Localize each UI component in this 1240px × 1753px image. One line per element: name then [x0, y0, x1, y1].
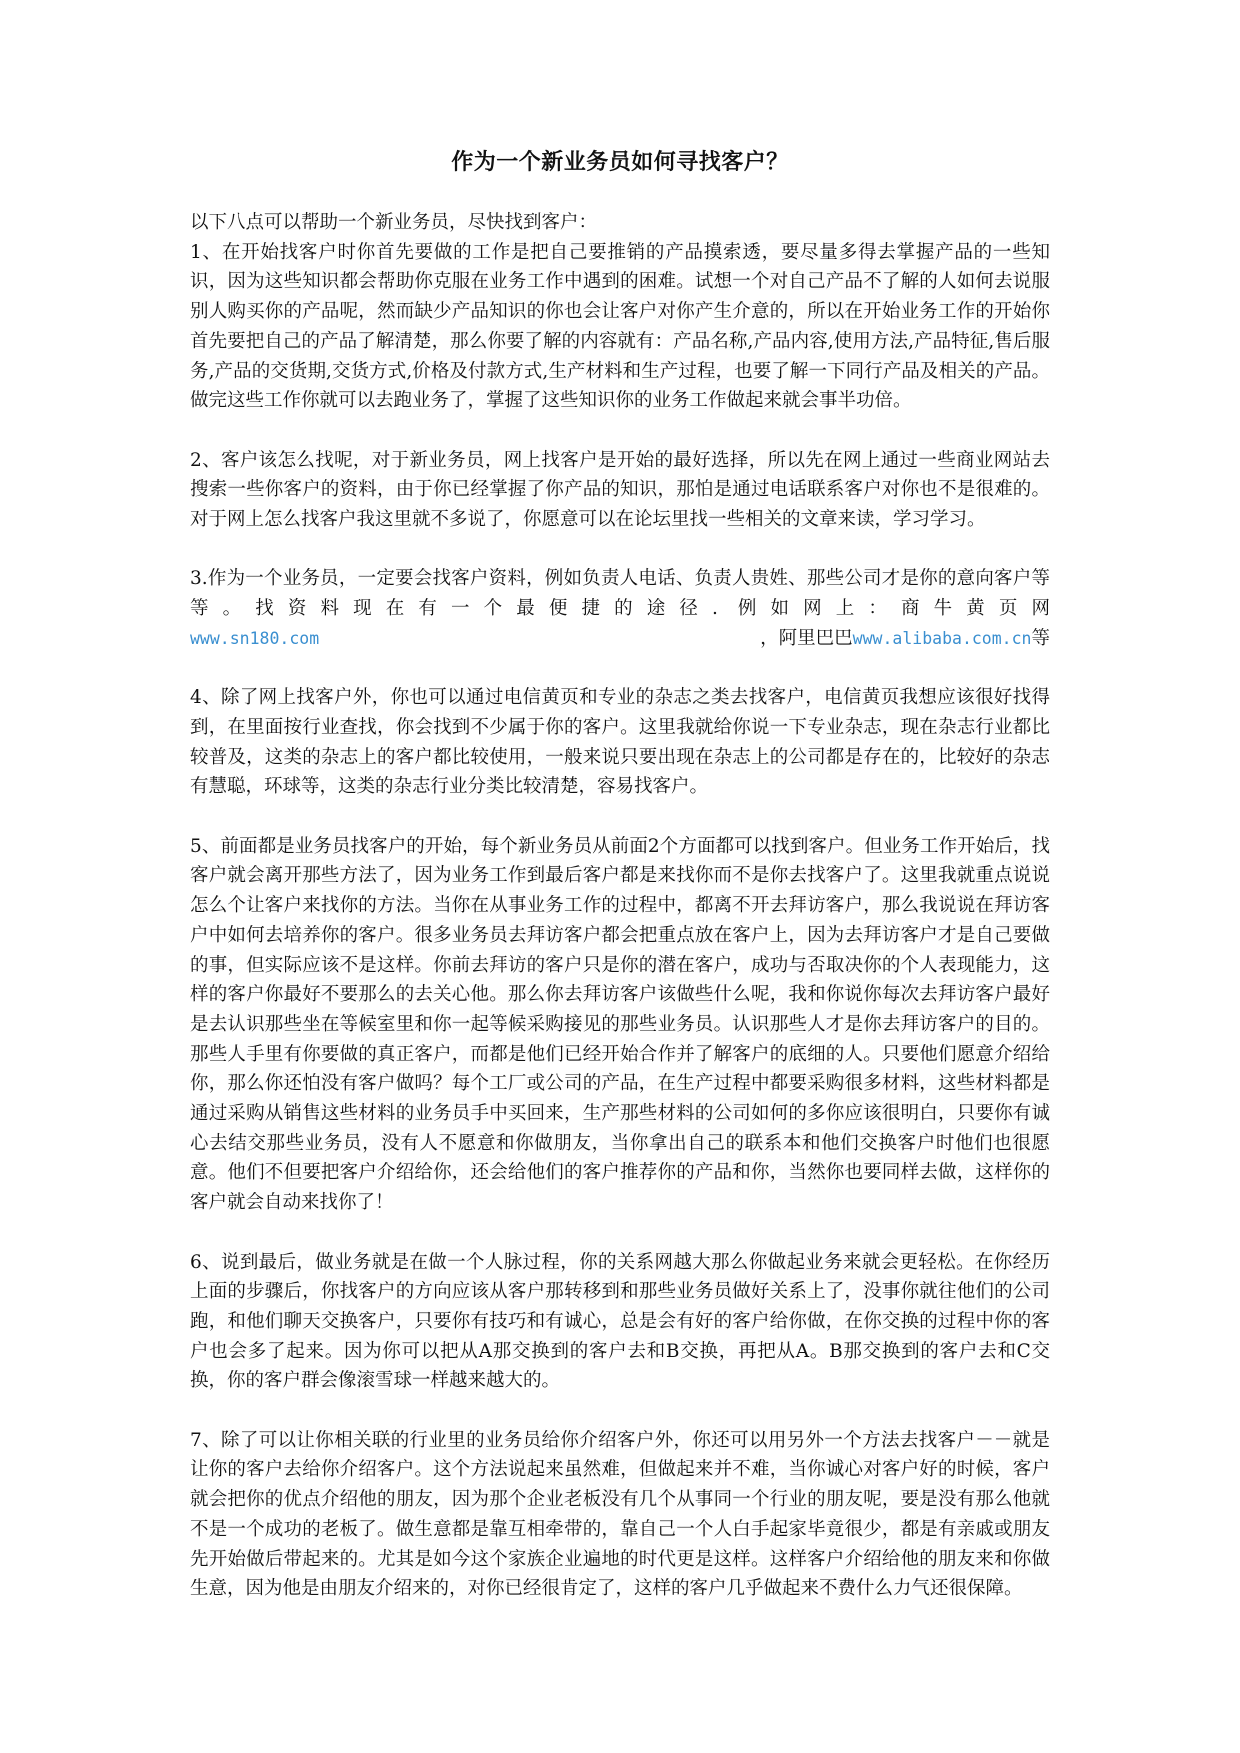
paragraph-3-lead: 3.作为一个业务员，一定要会找客户资料，例如负责人电话、负责人贵姓、那些公司才是你的意向客户等等。找资料现在有一个最便捷的途径.: [190, 568, 1050, 620]
document-body: [190, 208, 1050, 1604]
alibaba-label: ，阿里巴巴: [760, 627, 853, 649]
intro-line: 以下八点可以帮助一个新业务员，尽快找到客户：: [190, 212, 598, 233]
paragraph-3: [190, 564, 1050, 653]
sn180-link[interactable]: www.sn180.com: [190, 628, 320, 648]
paragraph-4: 4、除了网上找客户外，你也可以通过电信黄页和专业的杂志之类去找客户，电信黄页我想应该很好找得到，在里面按行业查找，你会找到不少属于你的客户。这里我就给你说一下专业杂志，现在杂志行业都比较普及，这类的杂志上的客户都比较使用，一般来说只要出现在杂志上的公司都是存在的，比较好的杂志有慧聪，环球等，这类的杂志行业分类比较清楚，容易找客户。: [190, 687, 1050, 798]
paragraph-5: 5、前面都是业务员找客户的开始，每个新业务员从前面2个方面都可以找到客户。但业务工作开始后，找客户就会离开那些方法了，因为业务工作到最后客户都是来找你而不是你去找客户了。这里我就重点说说怎么个让客户来找你的方法。当你在从事业务工作的过程中，都离不开去拜访客户，那么我说说在拜访客户中如何去培养你的客户。很多业务员去拜访客户都会把重点放在客户上，因为去拜访客户才是自己要做的事，但实际应该不是这样。你前去拜访的客户只是你的潜在客户，成功与否取决你的个人表现能力，这样的客户你最好不要那么的去关心他。那么你去拜访客户该做些什么呢，我和你说你每次去拜访客户最好是去认识那些坐在等候室里和你一起等候采购接见的那些业务员。认识那些人才是你去拜访客户的目的。那些人手里有你要做的真正客户，而都是他们已经开始合作并了解客户的底细的人。只要他们愿意介绍给你，那么你还怕没有客户做吗？每个工厂或公司的产品，在生产过程中都要采购很多材料，这些材料都是通过采购从销售这些材料的业务员手中买回来，生产那些材料的公司如何的多你应该很明白，只要你有诚心去结交那些业务员，没有人不愿意和你做朋友，当你拿出自己的联系本和他们交换客户时他们也很愿意。他们不但要把客户介绍给你，还会给他们的客户推荐你的产品和你，当然你也要同样去做，这样你的客户就会自动来找你了！: [190, 835, 1050, 1214]
paragraph-7: 7、除了可以让你相关联的行业里的业务员给你介绍客户外，你还可以用另外一个方法去找客户－－就是让你的客户去给你介绍客户。这个方法说起来虽然难，但做起来并不难，当你诚心对客户好的时候，客户就会把你的优点介绍他的朋友，因为那个企业老板没有几个从事同一个行业的朋友呢，要是没有那么他就不是一个成功的老板了。做生意都是靠互相牵带的，靠自己一个人白手起家毕竟很少，都是有亲戚或朋友先开始做后带起来的。尤其是如今这个家族企业遍地的时代更是这样。这样客户介绍给他的朋友来和你做生意，因为他是由朋友介绍来的，对你已经很肯定了，这样的客户几乎做起来不费什么力气还很保障。: [190, 1429, 1050, 1600]
paragraph-2: 2、客户该怎么找呢，对于新业务员，网上找客户是开始的最好选择，所以先在网上通过一些商业网站去搜索一些你客户的资料，由于你已经掌握了你产品的知识，那怕是通过电话联系客户对你也不是很难的。对于网上怎么找客户我这里就不多说了，你愿意可以在论坛里找一些相关的文章来读，学习学习。: [190, 449, 1050, 531]
source-links-tail: [760, 624, 1050, 654]
paragraph-6: 6、说到最后，做业务就是在做一个人脉过程，你的关系网越大那么你做起业务来就会更轻松。在你经历上面的步骤后，你找客户的方向应该从客户那转移到和那些业务员做好关系上了，没事你就往他们的公司跑，和他们聊天交换客户，只要你有技巧和有诚心，总是会有好的客户给你做，在你交换的过程中你的客户也会多了起来。因为你可以把从A那交换到的客户去和B交换，再把从A。B那交换到的客户去和C交换，你的客户群会像滚雪球一样越来越大的。: [190, 1251, 1050, 1392]
paragraph-3-text: [190, 564, 1050, 623]
paragraph-3-example: 例如网上：商牛黄页网: [737, 598, 1050, 620]
document-title: 作为一个新业务员如何寻找客户？: [451, 150, 789, 175]
alibaba-link[interactable]: www.alibaba.com.cn: [852, 628, 1032, 648]
source-links-row: [190, 624, 1050, 654]
paragraph-1: 1、在开始找客户时你首先要做的工作是把自己要推销的产品摸索透，要尽量多得去掌握产品的一些知识，因为这些知识都会帮助你克服在业务工作中遇到的困难。试想一个对自己产品不了解的人如何去说服别人购买你的产品呢，然而缺少产品知识的你也会让客户对你产生介意的，所以在开始业务工作的开始你首先要把自己的产品了解清楚，那么你要了解的内容就有：产品名称,产品内容,使用方法,产品特征,售后服务,产品的交货期,交货方式,价格及付款方式,生产材料和生产过程，也要了解一下同行产品及相关的产品。做完这些工作你就可以去跑业务了，掌握了这些知识你的业务工作做起来就会事半功倍。: [190, 241, 1050, 412]
links-suffix: 等: [1031, 627, 1050, 649]
